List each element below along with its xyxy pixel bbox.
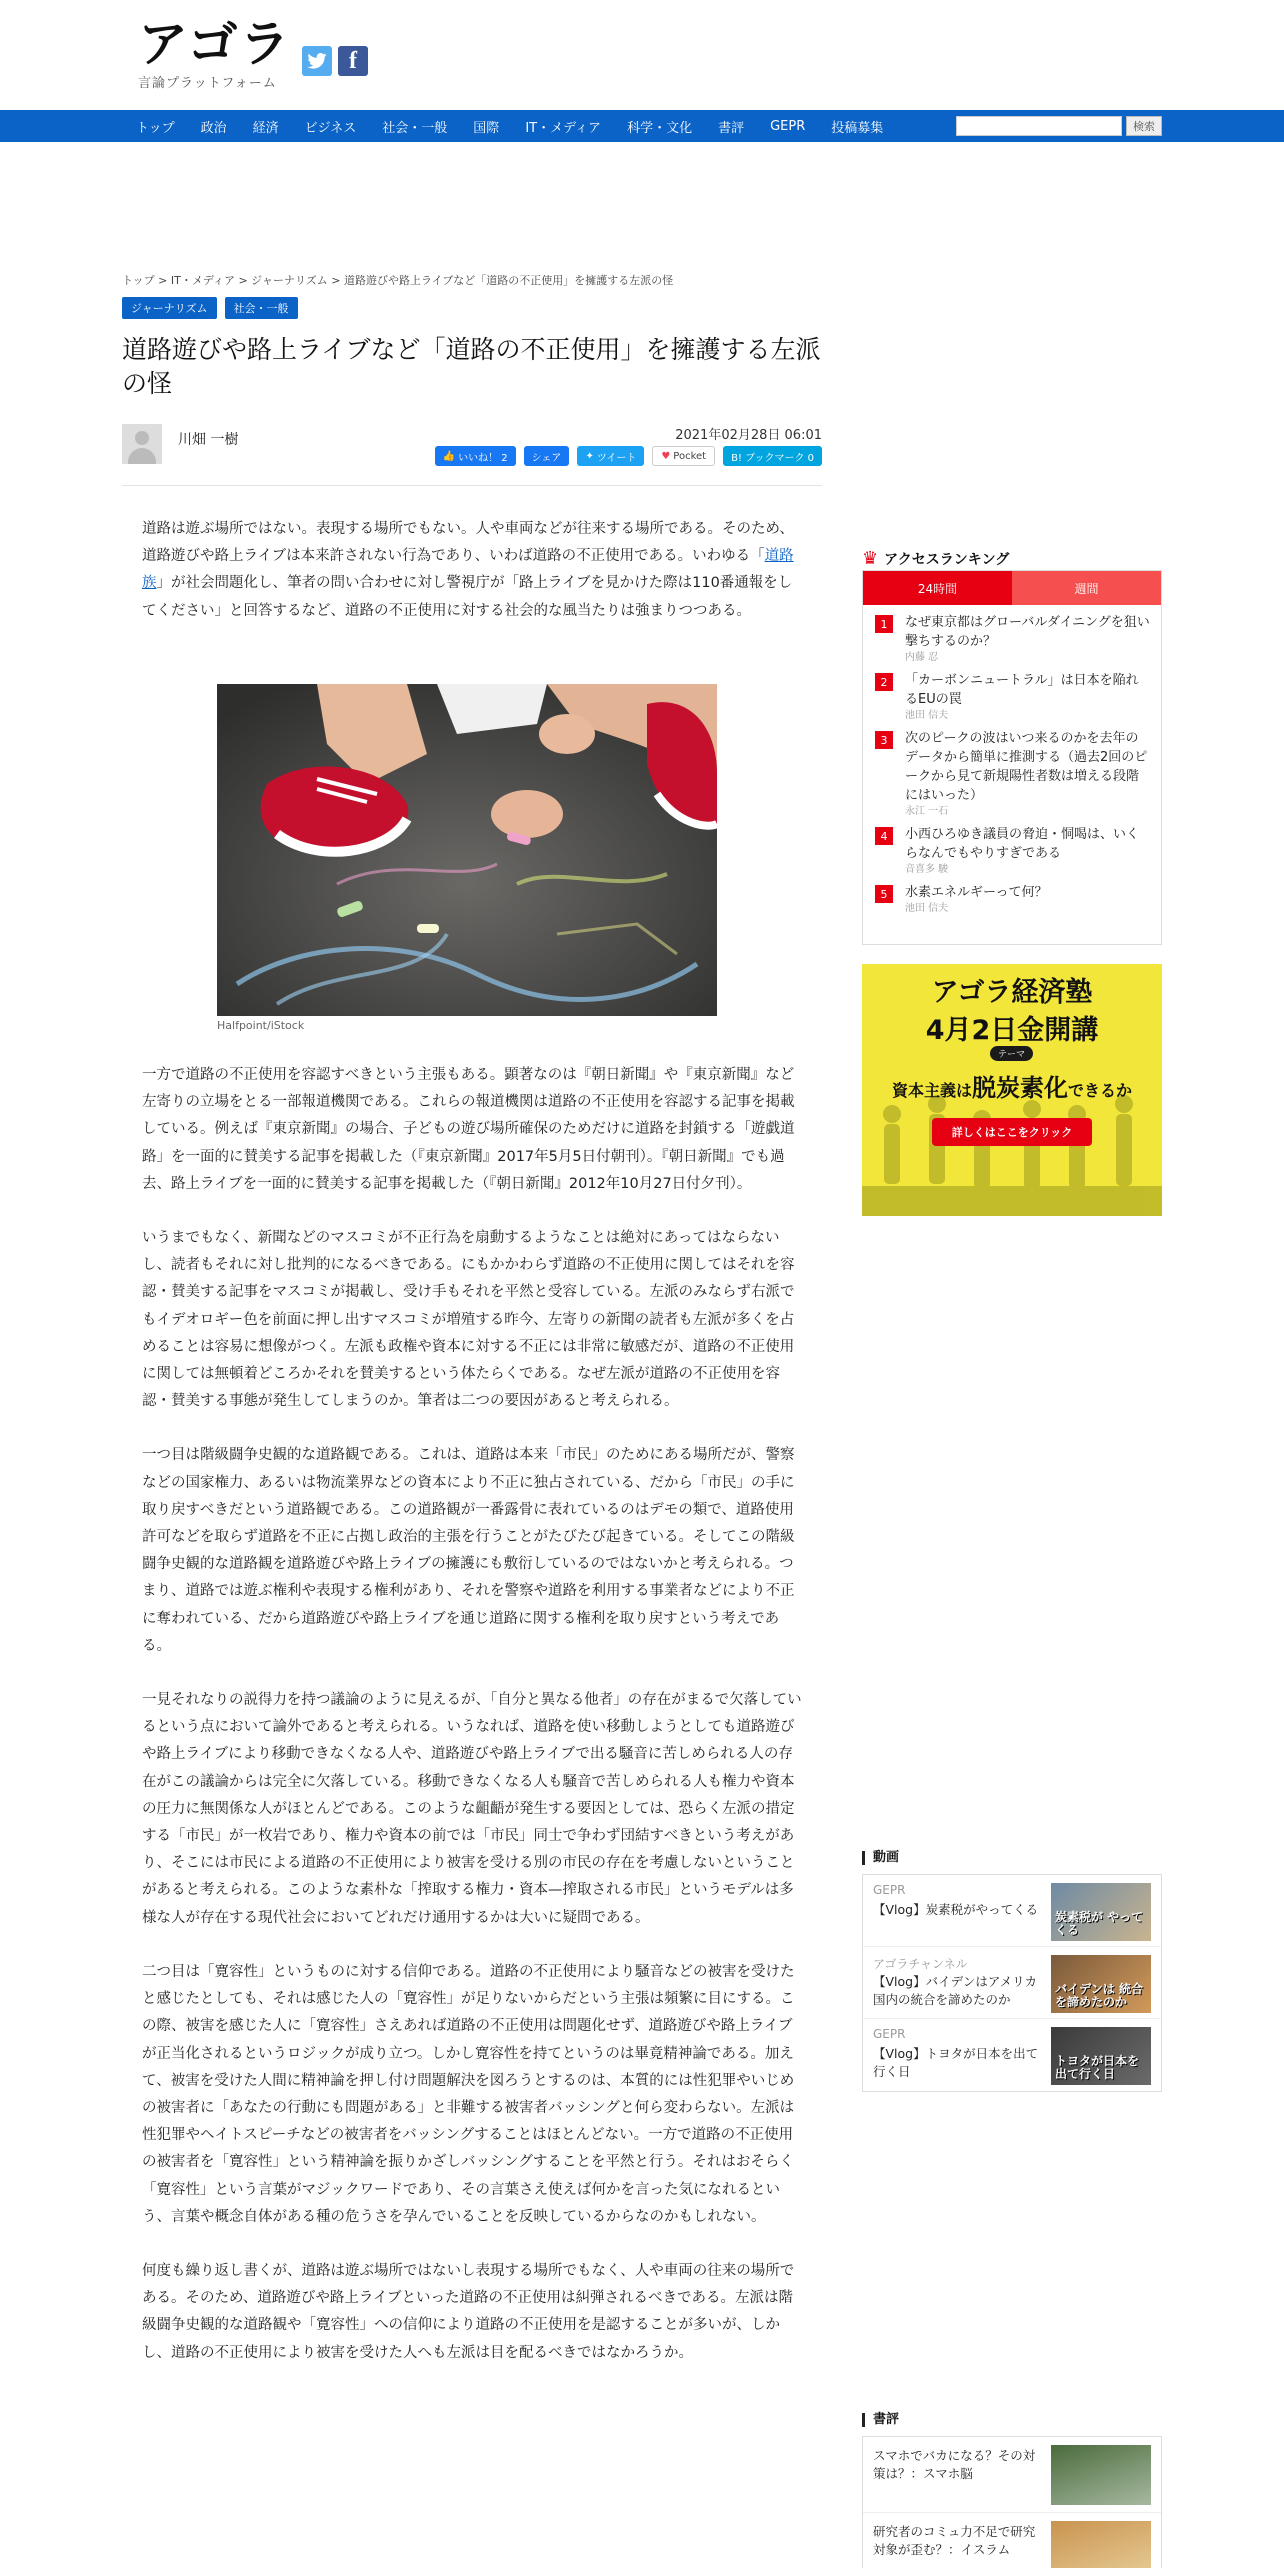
ad-theme-text: 資本主義は脱炭素化できるか (891, 1074, 1133, 1102)
video-title[interactable]: 【Vlog】バイデンはアメリカ国内の統合を諦めたのか (873, 1974, 1037, 2007)
rank-author: 池田 信夫 (905, 710, 949, 721)
rank-title[interactable]: 「カーボンニュートラル」は日本を陥れるEUの罠 (905, 673, 1139, 707)
rank-body (905, 671, 1151, 723)
search-input[interactable] (956, 116, 1122, 136)
video-thumbnail[interactable] (1051, 1883, 1151, 1941)
rank-title[interactable]: 水素エネルギーって何？ (905, 885, 1048, 900)
tag-society[interactable]: 社会・一般 (225, 297, 298, 319)
pocket-icon: ♥ (661, 450, 671, 462)
ranking-box (862, 570, 1162, 945)
ad-title: アゴラ経済塾 (931, 977, 1093, 1008)
nav-item[interactable]: 経済 (252, 120, 279, 136)
book-item[interactable] (863, 2513, 1161, 2568)
nav-items (136, 110, 909, 142)
book-thumbnail[interactable] (1051, 2445, 1151, 2505)
video-list (862, 1874, 1162, 2092)
video-section-title: 動画 (862, 1851, 899, 1865)
ranking-list (863, 605, 1161, 916)
paragraph: いうまでもなく、新聞などのマスコミが不正行為を扇動するようなことは絶対にあってはならないし、読者もそれに対し批判的になるべきである。にもかかわらず道路の不正使用に関してはそれを容認・賛美する記事をマスコミが掲載し、受け手もそれを平然と受容している。左派のみならず右派でもイデオロギー色を前面に押し出すマスコミが増殖する昨今、左寄りの新聞の読者も左派が多くを占めることは容易に想像がつく。左派も政権や資本に対する不正には非常に敏感だが、道路の不正使用に関しては無頓着どころかそれを賛美するという体たらくである。なぜ左派が道路の不正使用を容認・賛美する事態が発生してしまうのか。筆者は二つの要因があると考えられる。 (142, 1230, 795, 1410)
nav-item[interactable]: ビジネス (304, 120, 357, 136)
article-tags (122, 297, 298, 319)
ranking-item[interactable] (875, 729, 1151, 819)
article-lead (142, 516, 802, 652)
nav-item[interactable]: GEPR (770, 118, 806, 134)
thumbnail-caption: トヨタが日本を 出て行く日 (1055, 2054, 1140, 2081)
nav-item[interactable]: 社会・一般 (382, 120, 448, 136)
ranking-item[interactable] (875, 883, 1151, 916)
nav-item[interactable]: 国際 (473, 120, 500, 136)
tab-24h[interactable]: 24時間 (863, 571, 1012, 605)
book-thumbnail[interactable] (1051, 2521, 1151, 2568)
rank-author: 内藤 忍 (905, 652, 939, 663)
ad-theme-label: テーマ (990, 1046, 1033, 1061)
nav-item[interactable]: 科学・文化 (627, 120, 693, 136)
twitter-icon[interactable] (302, 46, 332, 76)
thumbnail-caption: 炭素税が やってくる (1055, 1910, 1144, 1937)
publish-date: 2021年02月28日 06:01 (675, 428, 822, 443)
book-item[interactable] (863, 2437, 1161, 2513)
rank-author: 音喜多 駿 (905, 864, 949, 875)
ad-details-button[interactable]: 詳しくはここをクリック (932, 1118, 1092, 1146)
books-section-title: 書評 (862, 2413, 899, 2427)
share-button[interactable]: シェア (524, 446, 570, 466)
rank-body (905, 613, 1151, 665)
nav-item[interactable]: 政治 (200, 120, 227, 136)
rank-author: 池田 信夫 (905, 903, 949, 914)
article-title: 道路遊びや路上ライブなど「道路の不正使用」を擁護する左派の怪 (122, 335, 821, 398)
nav-item[interactable]: トップ (136, 120, 175, 136)
article-photo (217, 684, 717, 1016)
ranking-tabs (863, 571, 1161, 605)
book-title[interactable]: スマホでバカになる？その対策は？：スマホ脳 (873, 2448, 1036, 2481)
seminar-ad-banner[interactable] (862, 964, 1162, 1216)
bookmark-button[interactable]: B! ブックマーク 0 (723, 446, 822, 466)
video-title[interactable]: 【Vlog】炭素税がやってくる (873, 1902, 1039, 1917)
video-item[interactable] (863, 2019, 1161, 2091)
breadcrumb[interactable]: トップ > IT・メディア > ジャーナリズム > 道路遊びや路上ライブなど「道路の不正使用」を擁護する左派の怪 (122, 274, 674, 287)
video-category: GEPR (873, 2027, 906, 2041)
tab-weekly[interactable]: 週間 (1012, 571, 1161, 605)
thumbnail-caption: バイデンは 統合を諦めたのか (1055, 1982, 1143, 2009)
rank-title[interactable]: 次のピークの波はいつ来るのかを去年のデータから簡単に推測する（過去2回のピークから見て新規陽性者数は増える段階にはいった） (905, 731, 1148, 803)
global-nav (0, 110, 1284, 142)
article-body (142, 1062, 802, 2394)
ranking-item[interactable] (875, 825, 1151, 877)
video-thumbnail[interactable] (1051, 1955, 1151, 2013)
author-row (122, 424, 822, 486)
ranking-item[interactable] (875, 613, 1151, 665)
video-item[interactable] (863, 1947, 1161, 2019)
video-title[interactable]: 【Vlog】トヨタが日本を出て行く日 (873, 2046, 1039, 2079)
tag-journalism[interactable]: ジャーナリズム (122, 297, 217, 319)
road-tribe-link[interactable]: 道路族 (142, 548, 794, 592)
paragraph: 一見それなりの説得力を持つ議論のように見えるが、「自分と異なる他者」の存在がまるで欠落しているという点において論外であると考えられる。いうなれば、道路を使い移動しようとしても道路遊びや路上ライブにより移動できなくなる人や、道路遊びや路上ライブで出る騒音に苦しめられる人の存在がこの議論からは完全に欠落している。移動できなくなる人も騒音で苦しめられる人も権力や資本の圧力に無関係な人がほとんどである。このような齟齬が発生する要因としては、恐らく左派の措定する「市民」が一枚岩であり、権力や資本の前では「市民」同士で争わず団結すべきという考えがあり、そこには市民による道路の不正使用により被害を受ける別の市民の存在を考慮しないということがあると考えられる。このような素朴な「搾取する権力・資本—搾取される市民」というモデルは多様な人が存在する現代社会においてどれだけ通用するかは大いに疑問である。 (142, 1692, 802, 1926)
paragraph: 二つ目は「寛容性」というものに対する信仰である。道路の不正使用により騒音などの被害を受けたと感じたとしても、それは感じた人の「寛容性」が足りないからだという主張は頻繁に目にする。この際、被害を感じた人に「寛容性」さえあれば道路の不正使用は問題化せず、道路遊びや路上ライブが正当化されるというロジックが成り立つ。しかし寛容性を持てというのは畢竟精神論である。加えて、被害を受けた人間に精神論を押し付け問題解決を図ろうとするのは、本質的には性犯罪やいじめの被害者に「あなたの行動にも問題がある」と非難する被害者バッシングと何ら変わらない。左派は性犯罪やヘイトスピーチなどの被害者をバッシングすることはほとんどない。一方で道路の不正使用の被害者を「寛容性」という精神論を振りかざしバッシングすることを平然と行う。それはおそらく「寛容性」という言葉がマジックワードであり、その言葉さえ使えば何かを言った気になれるという、言葉や概念自体がある種の危うさを孕んでいることを反映しているからなのかもしれない。 (142, 1963, 795, 2225)
rank-number: 4 (875, 827, 893, 845)
rank-number: 5 (875, 885, 893, 903)
crown-icon: ♛ (862, 548, 879, 569)
paragraph: 道路は遊ぶ場所ではない。表現する場所でもない。人や車両などが往来する場所である。そのため、道路遊びや路上ライブは本来許されない行為であり、いわば道路の不正使用である。いわゆる「道路族」が社会問題化し、筆者の問い合わせに対し警視庁が「路上ライブを見かけた際は110番通報をしてください」と回答するなど、道路の不正使用に対する社会的な風当たりは強まりつつある。 (142, 521, 794, 619)
ad-date: 4月2日金開講 (925, 1015, 1099, 1046)
rank-title[interactable]: 小西ひろゆき議員の脅迫・恫喝は、いくらなんでもやりすぎである (905, 827, 1140, 861)
book-title[interactable]: 研究者のコミュ力不足で研究対象が歪む？：イスラム (873, 2524, 1036, 2557)
share-buttons (435, 446, 822, 466)
rank-body (905, 729, 1151, 819)
rank-body (905, 883, 1151, 916)
paragraph: 何度も繰り返し書くが、道路は遊ぶ場所ではないし表現する場所でもなく、人や車両の往来の場所である。そのため、道路遊びや路上ライブといった道路の不正使用は糾弾されるべきである。左派は階級闘争史観的な道路観や「寛容性」への信仰により道路の不正使用を是認することが多いが、しかし、道路の不正使用により被害を受けた人へも左派は目を配るべきではなかろうか。 (142, 2262, 795, 2361)
site-logo[interactable] (138, 14, 292, 91)
facebook-icon[interactable]: f (338, 46, 368, 76)
nav-item[interactable]: 書評 (718, 120, 745, 136)
author-name[interactable]: 川畑 一樹 (178, 432, 239, 448)
rank-title[interactable]: なぜ東京都はグローバルダイニングを狙い撃ちするのか？ (905, 615, 1150, 649)
pocket-button[interactable]: ♥ Pocket (652, 446, 715, 466)
video-thumbnail[interactable] (1051, 2027, 1151, 2085)
book-review-list (862, 2436, 1162, 2568)
social-links (302, 46, 368, 76)
rank-number: 3 (875, 731, 893, 749)
search-button[interactable]: 検索 (1126, 116, 1162, 136)
video-category: GEPR (873, 1883, 906, 1897)
bird-icon: ✦ (585, 450, 594, 462)
paragraph: 一つ目は階級闘争史観的な道路観である。これは、道路は本来「市民」のためにある場所だが、警察などの国家権力、あるいは物流業界などの資本により不正に独占されている、だから「市民」の手に取り戻すべきだという道路観である。この道路観が一番露骨に表れているのはデモの類で、道路使用許可などを取らず道路を不正に占拠し政治的主張を行うことがたびたび起きている。そしてこの階級闘争史観的な道路観を道路遊びや路上ライブの擁護にも敷衍しているのではないかと考えられる。つまり、道路では遊ぶ権利や表現する権利があり、それを警察や道路を利用する事業者などにより不正に奪われている、だから道路遊びや路上ライブを通じ道路に関する権利を取り戻すという考えである。 (142, 1447, 795, 1654)
like-button[interactable]: 👍 いいね！ 2 (435, 446, 516, 466)
rank-number: 2 (875, 673, 893, 691)
rank-number: 1 (875, 615, 893, 633)
logo-subtitle: 言論プラットフォーム (138, 76, 277, 91)
video-category: アゴラチャンネル (873, 1957, 968, 1971)
video-item[interactable] (863, 1875, 1161, 1947)
nav-item[interactable]: 投稿募集 (831, 120, 884, 136)
thumbs-up-icon: 👍 (442, 450, 456, 462)
nav-item[interactable]: IT・メディア (525, 120, 602, 136)
tweet-button[interactable]: ✦ ツイート (577, 446, 644, 466)
photo-caption: Halfpoint/iStock (217, 1019, 305, 1032)
logo-title: アゴラ (138, 14, 292, 73)
site-header (0, 0, 1284, 110)
rank-body (905, 825, 1151, 877)
avatar[interactable] (122, 424, 162, 464)
paragraph: 一方で道路の不正使用を容認すべきという主張もある。顕著なのは『朝日新聞』や『東京新聞』など左寄りの立場をとる一部報道機関である。これらの報道機関は道路の不正使用を容認する記事を掲載している。例えば『東京新聞』の場合、子どもの遊び場所確保のためだけに道路を封鎖する「遊戯道路」を一面的に賛美する記事を掲載した（『東京新聞』2017年5月5日付朝刊）。『朝日新聞』でも過去、路上ライブを一面的に賛美する記事を掲載した（『朝日新聞』2012年10月27日付夕刊）。 (142, 1067, 795, 1192)
ranking-title: ♛ アクセスランキング (862, 548, 1010, 569)
rank-author: 永江 一石 (905, 806, 949, 817)
ranking-item[interactable] (875, 671, 1151, 723)
